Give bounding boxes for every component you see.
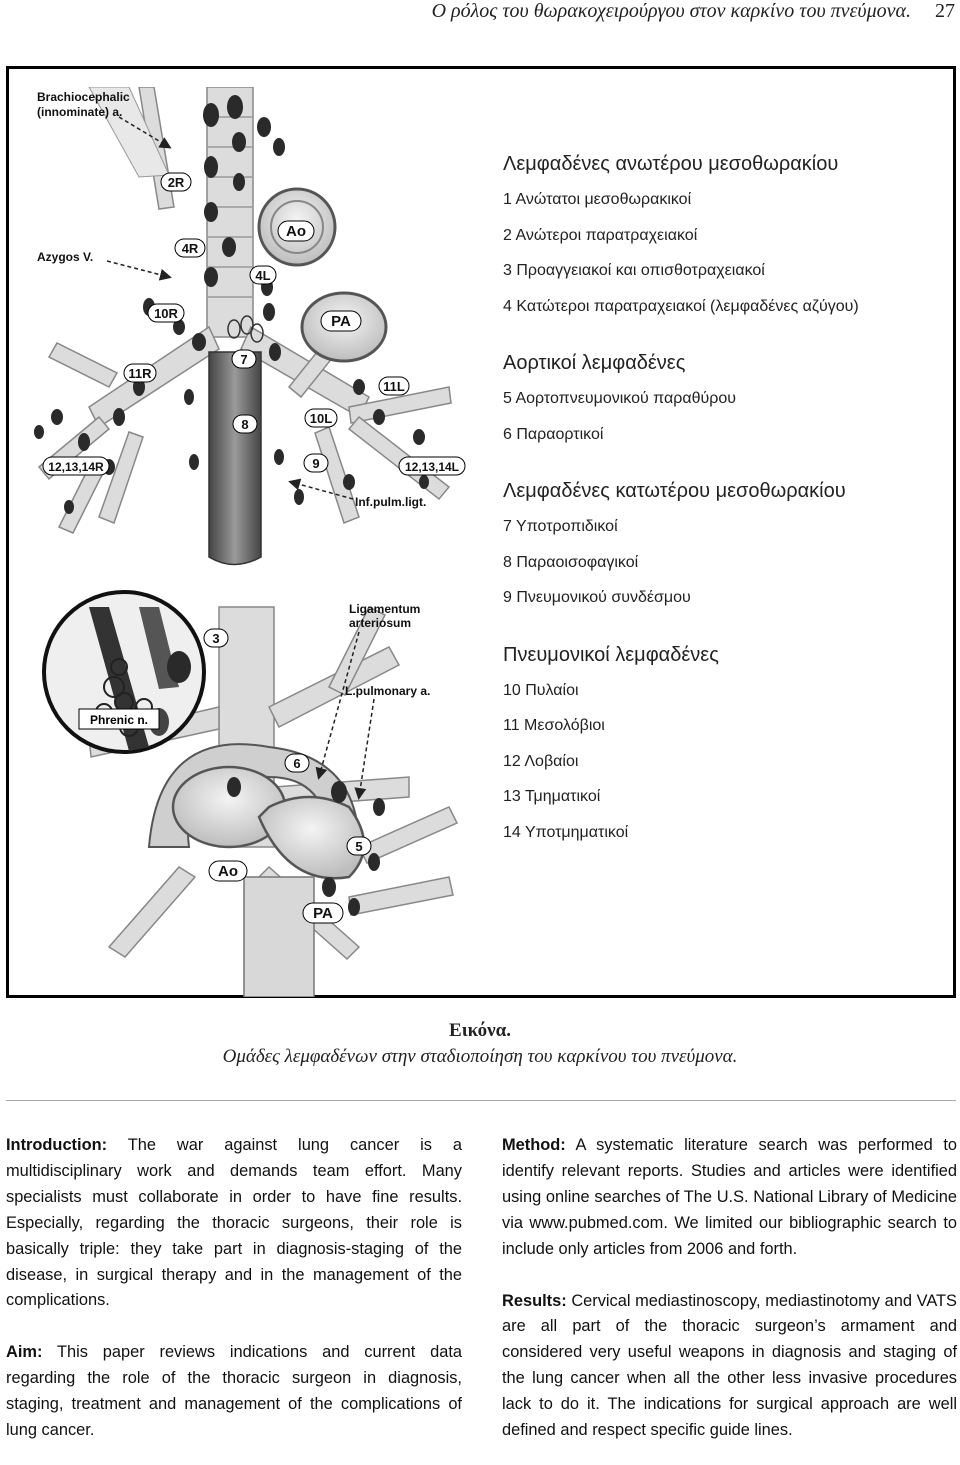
station-10r: 10R <box>154 306 178 321</box>
station-2r: 2R <box>167 175 185 190</box>
intro-paragraph <box>6 1133 462 1314</box>
label-inf-pulm-ligt: Inf.pulm.ligt. <box>355 495 427 509</box>
legend-item: 8 Παραοισοφαγικοί <box>503 553 639 571</box>
legend-item: 14 Υποτμηματικοί <box>503 823 629 841</box>
legend-item: 3 Προαγγειακοί και οπισθοτραχειακοί <box>503 262 765 279</box>
station-9: 9 <box>312 456 320 471</box>
legend-item: 6 Παραορτικοί <box>503 425 604 443</box>
station-11l: 11L <box>383 379 405 394</box>
aorta-label-top: Ao <box>286 223 306 240</box>
station-3: 3 <box>212 631 220 646</box>
label-azygos: Azygos V. <box>37 250 94 264</box>
intro-text: The war against lung cancer is a multidisciplinary work and demands team effort. Many specialists must collaborate in order to have fine results. Especially, regarding the thoracic surgeons, their role is basically triple: they take part in diagnosis-staging of the disease, in surgical therapy and in the management of the complications. <box>6 1136 463 1310</box>
legend-item: 9 Πνευμονικού συνδέσμου <box>503 589 691 606</box>
pa-label-bottom: PA <box>313 905 333 922</box>
station-6: 6 <box>293 756 301 771</box>
label-arteriosum: arteriosum <box>349 616 412 630</box>
legend-item: 4 Κατώτεροι παρατραχειακοί (λεμφαδένες αζύγου) <box>503 297 859 315</box>
abstract-right-column <box>502 1133 957 1444</box>
results-paragraph <box>502 1289 957 1444</box>
figure-caption <box>0 1020 960 1068</box>
results-text: Cervical mediastinoscopy, mediastinotomy and VATS are all part of the thoracic surgeon’s armament and considered very useful weapons in diagnosis and staging of the lung cancer when all the other less invasive procedures lack to do it. The indications for surgical approach are well defined and respect specific guide lines. <box>502 1291 957 1440</box>
method-text: A systematic literature search was performed to identify relevant reports. Studies and articles were identified using online searches of The U.S. National Library of Medicine via www.pubmed.com. We limited our bibliographic search to include only articles from 2006 and forth. <box>502 1136 957 1258</box>
label-phrenic: Phrenic n. <box>89 713 149 727</box>
label-brachiocephalic: Brachiocephalic <box>37 90 130 104</box>
aorta-label-bottom: Ao <box>218 863 238 880</box>
aim-label: Aim: <box>6 1343 43 1362</box>
lymph-node-diagram <box>29 87 489 997</box>
label-ligamentum: Ligamentum <box>349 602 421 616</box>
caption-title: Εικόνα. <box>449 1020 511 1041</box>
label-innominate: (innominate) a. <box>37 105 123 119</box>
legend-group-upper-mediastinal <box>503 153 953 332</box>
station-11r: 11R <box>128 366 152 381</box>
legend-item: 7 Υποτροπιδικοί <box>503 518 618 535</box>
legend-group-pulmonary <box>503 644 953 859</box>
legend-item: 12 Λοβαίοι <box>503 752 579 770</box>
station-12-13-14r: 12,13,14R <box>48 460 104 474</box>
legend-item: 1 Ανώτατοι μεσοθωρακικοί <box>503 191 692 208</box>
label-l-pulmonary: L.pulmonary a. <box>345 684 431 698</box>
legend-item: 5 Αορτοπνευμονικού παραθύρου <box>503 390 736 407</box>
station-12-13-14l: 12,13,14L <box>404 460 460 474</box>
station-4l: 4L <box>255 268 271 283</box>
figure-frame <box>6 66 956 998</box>
aim-text: This paper reviews indications and current data regarding the role of the thoracic surgeon in diagnosis, staging, treatment and management of the complications of lung cancer. <box>6 1343 462 1440</box>
station-10l: 10L <box>309 411 333 426</box>
pa-label-top: PA <box>331 313 351 330</box>
legend-group-title: Λεμφαδένες ανωτέρου μεσοθωρακίου <box>503 153 839 175</box>
legend-item: 13 Τμηματικοί <box>503 788 601 805</box>
method-label: Method: <box>502 1136 566 1154</box>
caption-subtitle: Ομάδες λεμφαδένων στην σταδιοποίηση του καρκίνου του πνεύμονα. <box>222 1046 738 1067</box>
legend-item: 10 Πυλαίοι <box>503 681 579 699</box>
page-number: 27 <box>935 0 955 22</box>
legend-group-title: Πνευμονικοί λεμφαδένες <box>503 643 719 666</box>
legend-item: 2 Ανώτεροι παρατραχειακοί <box>503 226 698 244</box>
aim-paragraph <box>6 1340 462 1444</box>
abstract-left-column <box>6 1133 462 1444</box>
lymph-node-legend <box>503 153 953 878</box>
station-5: 5 <box>355 839 363 854</box>
legend-group-lower-mediastinal <box>503 480 953 624</box>
method-paragraph <box>502 1133 957 1263</box>
station-4r: 4R <box>181 241 199 256</box>
legend-group-aortic <box>503 352 953 460</box>
intro-label: Introduction: <box>6 1136 108 1154</box>
section-divider <box>6 1100 956 1101</box>
results-label: Results: <box>502 1291 567 1310</box>
running-title: Ο ρόλος του θωρακοχειρούργου στον καρκίνο του πνεύμονα. <box>431 0 911 22</box>
legend-group-title: Λεμφαδένες κατωτέρου μεσοθωρακίου <box>503 480 846 502</box>
station-8: 8 <box>241 417 249 432</box>
legend-item: 11 Μεσολόβιοι <box>503 717 605 734</box>
station-7: 7 <box>240 352 248 367</box>
running-header <box>0 0 955 22</box>
legend-group-title: Αορτικοί λεμφαδένες <box>503 352 686 374</box>
